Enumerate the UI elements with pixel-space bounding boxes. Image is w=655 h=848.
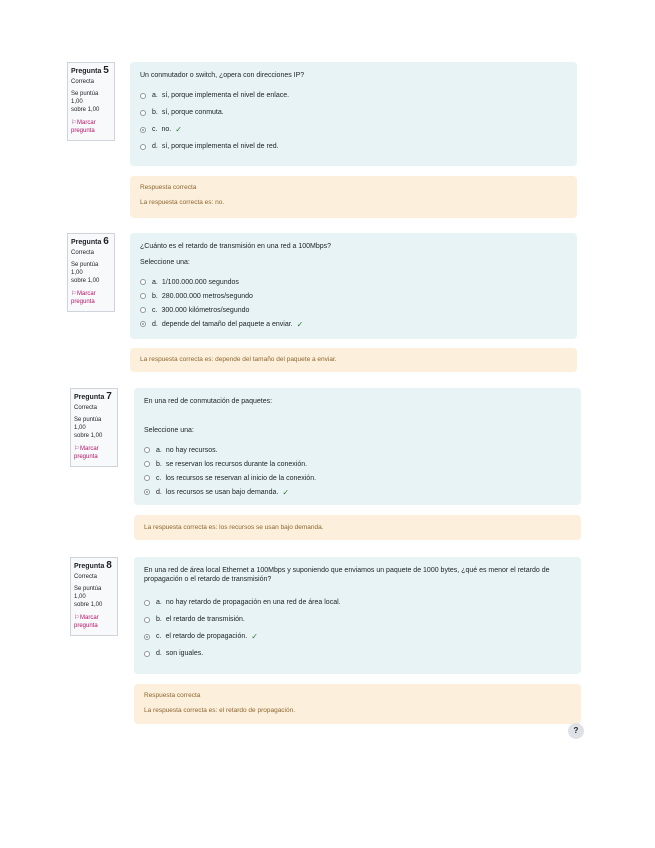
check-icon: ✓ bbox=[175, 125, 182, 134]
answer-option[interactable]: b. el retardo de transmisión. bbox=[144, 611, 571, 628]
flag-question-link[interactable]: ⚐Marcar pregunta bbox=[71, 120, 96, 134]
radio-icon[interactable] bbox=[140, 293, 146, 299]
question-text: ¿Cuánto es el retardo de transmisión en una red a 100Mbps? bbox=[140, 243, 332, 250]
check-icon: ✓ bbox=[296, 319, 304, 329]
right-answer: La respuesta correcta es: el retardo de propagación. bbox=[144, 707, 296, 714]
question-content bbox=[130, 233, 577, 339]
answer-option[interactable]: c. los recursos se reservan al inicio de la conexión. bbox=[144, 471, 571, 485]
radio-icon[interactable] bbox=[140, 307, 146, 313]
question-state: Correcta bbox=[71, 79, 95, 85]
radio-icon[interactable] bbox=[144, 651, 150, 657]
flag-question-link[interactable]: ⚐Marcar pregunta bbox=[71, 291, 96, 305]
question-grade: Se puntúa 1,00 sobre 1,00 bbox=[74, 586, 103, 608]
check-icon: ✓ bbox=[282, 487, 290, 497]
flag-icon: ⚐ bbox=[74, 615, 80, 621]
radio-icon[interactable] bbox=[144, 475, 150, 481]
radio-icon[interactable] bbox=[140, 110, 146, 116]
question-state: Correcta bbox=[71, 250, 95, 256]
question-text: Un conmutador o switch, ¿opera con direcciones IP? bbox=[140, 72, 305, 79]
question-number: Pregunta 6 bbox=[71, 236, 109, 247]
question-state: Correcta bbox=[74, 574, 98, 580]
question-text: En una red de conmutación de paquetes: bbox=[144, 398, 273, 405]
answer-option[interactable]: d. los recursos se usan bajo demanda. ✓ bbox=[144, 485, 571, 499]
question-info bbox=[70, 557, 118, 636]
radio-icon[interactable] bbox=[144, 461, 150, 467]
question-content bbox=[130, 62, 577, 166]
radio-icon[interactable] bbox=[140, 127, 146, 133]
answer-option[interactable]: a. no hay recursos. bbox=[144, 443, 571, 457]
answer-option[interactable]: c. no. ✓ bbox=[140, 121, 567, 138]
feedback-box bbox=[130, 176, 577, 218]
radio-icon[interactable] bbox=[144, 489, 150, 495]
feedback-box bbox=[130, 348, 577, 372]
flag-icon: ⚐ bbox=[74, 446, 80, 452]
flag-question-link[interactable]: ⚐Marcar pregunta bbox=[74, 446, 99, 460]
select-one-label: Seleccione una: bbox=[144, 427, 194, 434]
question-text: En una red de área local Ethernet a 100Mbps y suponiendo que enviamos un paquete de 1000 bytes, ¿qué es menor el retardo de propagación o el retardo de transmisión? bbox=[144, 567, 550, 583]
flag-icon: ⚐ bbox=[71, 291, 77, 297]
right-answer: La respuesta correcta es: depende del tamaño del paquete a enviar. bbox=[140, 356, 337, 363]
question-info bbox=[70, 388, 118, 467]
answer-option[interactable]: b. se reservan los recursos durante la conexión. bbox=[144, 457, 571, 471]
select-one-label: Seleccione una: bbox=[140, 259, 190, 266]
help-button[interactable]: ? bbox=[568, 723, 584, 739]
feedback-title: Respuesta correcta bbox=[140, 184, 197, 191]
answer-option[interactable]: d. depende del tamaño del paquete a enviar. ✓ bbox=[140, 317, 567, 331]
question-grade: Se puntúa 1,00 sobre 1,00 bbox=[71, 262, 100, 284]
radio-icon[interactable] bbox=[140, 93, 146, 99]
right-answer: La respuesta correcta es: no. bbox=[140, 199, 225, 206]
flag-question-link[interactable]: ⚐Marcar pregunta bbox=[74, 615, 99, 629]
radio-icon[interactable] bbox=[144, 634, 150, 640]
question-info bbox=[67, 233, 115, 312]
radio-icon[interactable] bbox=[144, 600, 150, 606]
question-number: Pregunta 5 bbox=[71, 65, 109, 76]
question-state: Correcta bbox=[74, 405, 98, 411]
check-icon: ✓ bbox=[251, 632, 258, 641]
question-content bbox=[134, 388, 581, 505]
answer-option[interactable]: b. 280.000.000 metros/segundo bbox=[140, 289, 567, 303]
answer-option[interactable]: c. el retardo de propagación. ✓ bbox=[144, 628, 571, 645]
radio-icon[interactable] bbox=[140, 321, 146, 327]
answer-option[interactable]: a. 1/100.000.000 segundos bbox=[140, 275, 567, 289]
right-answer: La respuesta correcta es: los recursos se usan bajo demanda. bbox=[144, 524, 324, 531]
flag-icon: ⚐ bbox=[71, 120, 77, 126]
answer-option[interactable]: c. 300.000 kilómetros/segundo bbox=[140, 303, 567, 317]
radio-icon[interactable] bbox=[140, 279, 146, 285]
question-number: Pregunta 7 bbox=[74, 391, 112, 402]
question-content bbox=[134, 557, 581, 674]
answer-option[interactable]: a. sí, porque implementa el nivel de enlace. bbox=[140, 87, 567, 104]
feedback-box bbox=[134, 515, 581, 540]
answer-option[interactable]: b. sí, porque conmuta. bbox=[140, 104, 567, 121]
feedback-box bbox=[134, 684, 581, 724]
answer-option[interactable]: d. son iguales. bbox=[144, 645, 571, 662]
feedback-title: Respuesta correcta bbox=[144, 692, 201, 699]
question-number: Pregunta 8 bbox=[74, 560, 112, 571]
radio-icon[interactable] bbox=[144, 447, 150, 453]
question-grade: Se puntúa 1,00 sobre 1,00 bbox=[74, 417, 103, 439]
answer-option[interactable]: a. no hay retardo de propagación en una red de área local. bbox=[144, 594, 571, 611]
answer-option[interactable]: d. sí, porque implementa el nivel de red. bbox=[140, 138, 567, 155]
question-grade: Se puntúa 1,00 sobre 1,00 bbox=[71, 91, 100, 113]
radio-icon[interactable] bbox=[144, 617, 150, 623]
radio-icon[interactable] bbox=[140, 144, 146, 150]
question-info bbox=[67, 62, 115, 141]
